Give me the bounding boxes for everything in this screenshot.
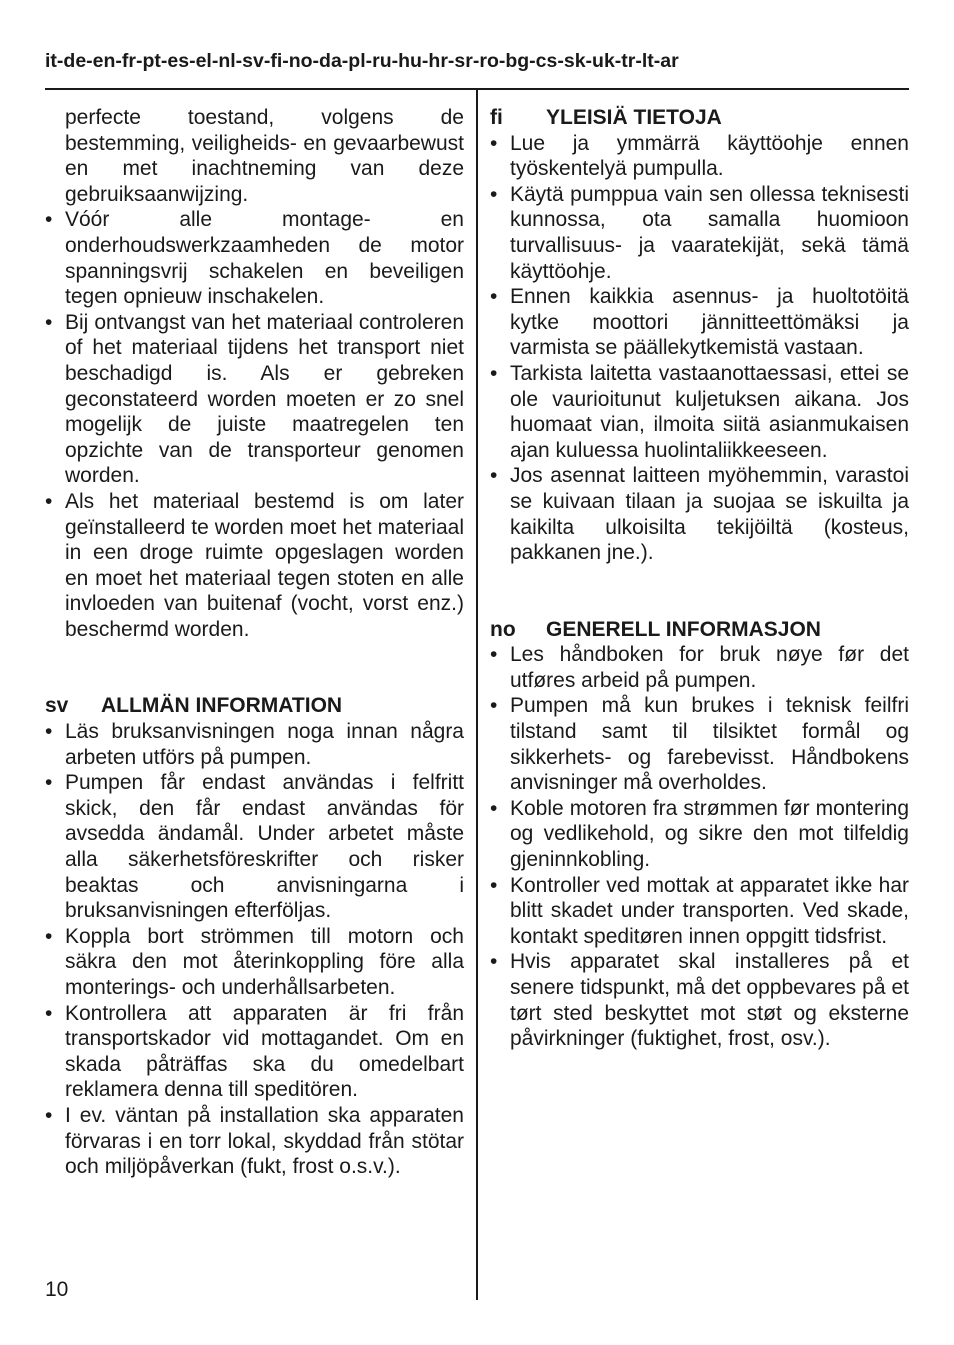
no-list-item: • Pumpen må kun brukes i teknisk feilfri tilstand samt til tilsiktet formål og sikkerhets- og farebevisst. Håndbokens anvisninger må overholdes.: [490, 693, 909, 795]
no-list-item: • Kontroller ved mottak at apparatet ikke har blitt skadet under transporten. Ved skade, kontakt speditøren innen oppgitt tidsfrist.: [490, 873, 909, 950]
section-spacer: [490, 566, 909, 617]
nl-bullet-list: [45, 207, 464, 642]
sv-language-code: sv: [45, 694, 69, 718]
nl-continuation-text: perfecte toestand, volgens de bestemming, veiligheids- en gevaarbewust en met inachtneming van deze gebruiksaanwijzing.: [65, 106, 464, 206]
no-section-heading: [490, 617, 909, 643]
nl-list-item: • Bij ontvangst van het materiaal controleren of het materiaal tijdens het transport niet beschadigd is. Als er gebreken geconstateerd worden moeten er zo snel mogelijk de juiste maatregelen ten opzichte van de transporteur genomen worden.: [45, 310, 464, 489]
section-spacer: [45, 642, 464, 693]
fi-list-item: • Ennen kaikkia asennus- ja huoltotöitä kytke moottori jännitteettömäksi ja varmista se päällekytkemistä vastaan.: [490, 284, 909, 361]
sv-bullet-list: [45, 719, 464, 1180]
right-column: [490, 105, 909, 1052]
fi-language-code: fi: [490, 106, 503, 129]
sv-list-item: • I ev. väntan på installation ska apparaten förvaras i en torr lokal, skyddad från stötar och miljöpåverkan (fukt, frost o.s.v.).: [45, 1103, 464, 1180]
sv-list-item: • Koppla bort strömmen till motorn och säkra den mot återinkoppling före alla monterings- och underhållsarbeten.: [45, 924, 464, 1001]
nl-list-item: • Vóór alle montage- en onderhoudswerkzaamheden de motor spanningsvrij schakelen en beveiligen tegen opnieuw inschakelen.: [45, 207, 464, 309]
nl-list-item: • Als het materiaal bestemd is om later geïnstalleerd te worden moet het materiaal in een droge ruimte opgeslagen worden en moet het materiaal tegen stoten en alle invloeden van buitenaf (vocht, vorst enz.) beschermd worden.: [45, 489, 464, 643]
fi-list-item: • Lue ja ymmärrä käyttöohje ennen työskentelyä pumpulla.: [490, 131, 909, 182]
fi-list-item: • Jos asennat laitteen myöhemmin, varastoi se kuivaan tilaan ja suojaa se iskuilta ja kaikilta ulkoisilta tekijöiltä (kosteus, pakkanen jne.).: [490, 463, 909, 565]
sv-list-item: • Kontrollera att apparaten är fri från transportskador vid mottagandet. Om en skada påträffas ska du omedelbart reklamera denna till speditören.: [45, 1001, 464, 1103]
fi-section-heading: [490, 105, 909, 131]
no-section-title: GENERELL INFORMASJON: [546, 617, 821, 641]
sv-list-item: • Pumpen får endast användas i felfritt skick, den får endast användas för avsedda ändamål. Under arbetet måste alla säkerhetsföreskrifter och risker beaktas och anvisningarna i bruksanvisningen efterföljas.: [45, 770, 464, 924]
fi-bullet-list: [490, 131, 909, 566]
language-codes-header: it-de-en-fr-pt-es-el-nl-sv-fi-no-da-pl-ru-hu-hr-sr-ro-bg-cs-sk-uk-tr-lt-ar: [45, 50, 679, 72]
column-divider: [476, 90, 478, 1300]
page-number: 10: [45, 1278, 69, 1301]
no-list-item: • Les håndboken for bruk nøye før det utføres arbeid på pumpen.: [490, 642, 909, 693]
no-list-item: • Hvis apparatet skal installeres på et senere tidspunkt, må det oppbevares på et tørt sted beskyttet mot støt og eksterne påvirkninger (fuktighet, frost, osv.).: [490, 949, 909, 1051]
sv-list-item: • Läs bruksanvisningen noga innan några arbeten utförs på pumpen.: [45, 719, 464, 770]
fi-list-item: • Käytä pumppua vain sen ollessa teknisesti kunnossa, ota samalla huomioon turvallisuus- ja vaaratekijät, sekä tämä käyttöohje.: [490, 182, 909, 284]
sv-section-heading: [45, 693, 464, 719]
no-language-code: no: [490, 617, 516, 641]
fi-list-item: • Tarkista laitetta vastaanottaessasi, ettei se ole vaurioitunut kuljetuksen aikana. Jos huomaat vian, ilmoita siitä asianmukaisen ajan kuluessa huolintaliikkeeseen.: [490, 361, 909, 463]
fi-section-title: YLEISIÄ TIETOJA: [546, 106, 722, 129]
no-bullet-list: [490, 642, 909, 1052]
no-list-item: • Koble motoren fra strømmen før montering og vedlikehold, og sikre den mot tilfeldig gjeninnkobling.: [490, 796, 909, 873]
sv-section-title: ALLMÄN INFORMATION: [101, 694, 343, 718]
left-column: [45, 105, 464, 1180]
